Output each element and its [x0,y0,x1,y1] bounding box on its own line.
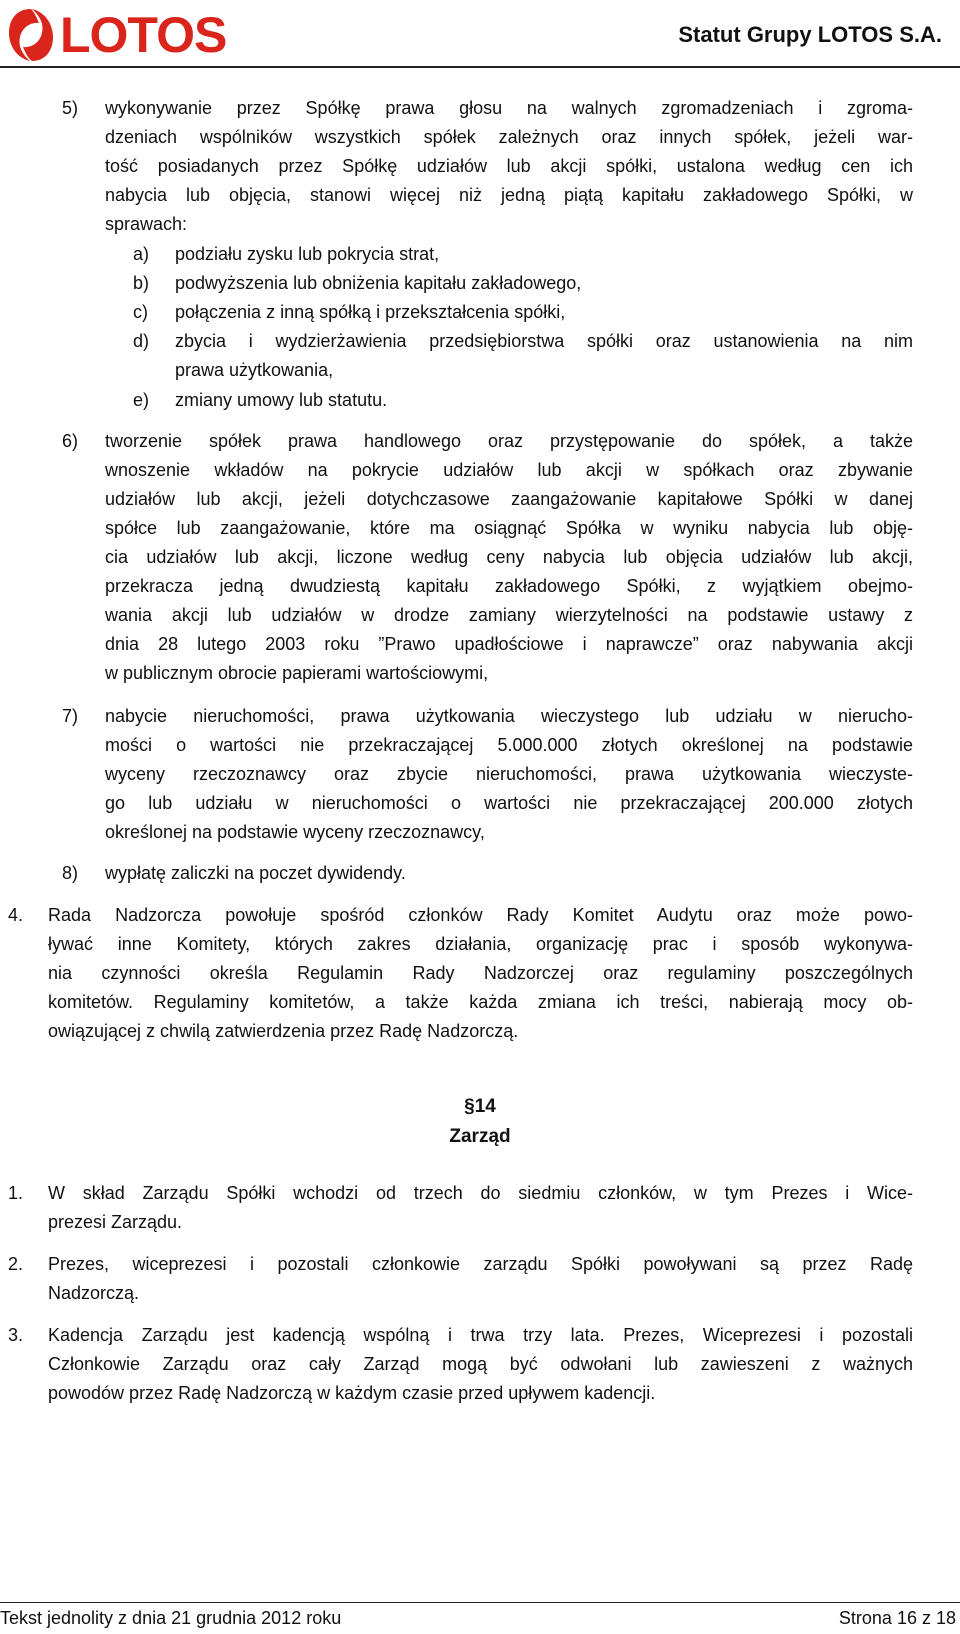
text-line: prezesi Zarządu. [48,1212,183,1232]
text-line: dnia 28 lutego 2003 roku ”Prawo upadłościowe i naprawcze” oraz nabywania akcji [105,634,913,654]
text-line: przekracza jedną dwudziestą kapitału zakładowego Spółki, z wyjątkiem obejmo- [105,576,913,596]
subitem-letter: e) [133,390,150,410]
subitem-text: zmiany umowy lub statutu. [175,390,388,410]
section-number [0,1096,960,1118]
text-line: tworzenie spółek prawa handlowego oraz przystępowanie do spółek, a także [105,431,913,451]
point-number: 4. [8,905,24,925]
section-title: Zarząd [449,1126,511,1147]
subitem-text: prawa użytkowania, [175,360,334,380]
text-line: wyceny rzeczoznawcy oraz zbycie nieruchomości, prawa użytkowania wieczyste- [105,764,913,784]
text-line: cia udziałów lub akcji, liczone według ceny nabycia lub objęcia udziałów lub akcji, [105,547,913,567]
point-number: 3. [8,1325,24,1345]
subitem-text: podziału zysku lub pokrycia strat, [175,244,440,264]
lotos-logo [6,4,226,66]
text-line: Nadzorczą. [48,1283,140,1303]
text-line: komitetów. Regulaminy komitetów, a także każda zmiana ich treści, nabierają mocy ob- [48,992,913,1012]
text-line: dzeniach wspólników wszystkich spółek zależnych oraz innych spółek, jeżeli war- [105,127,913,147]
text-line: w publicznym obrocie papierami wartościowymi, [105,663,489,683]
text-line: mości o wartości nie przekraczającej 5.000.000 złotych określonej na podstawie [105,735,913,755]
text-line: sprawach: [105,214,188,234]
text-line: Prezes, wiceprezesi i pozostali członkowie zarządu Spółki powoływani są przez Radę [48,1254,913,1274]
paragraph-symbol: § [464,1096,475,1117]
text-line: wnoszenie wkładów na pokrycie udziałów lub akcji w spółkach oraz zbywanie [105,460,913,480]
text-line: Rada Nadzorcza powołuje spośród członków Rady Komitet Audytu oraz może powo- [48,905,913,925]
text-line: udziałów lub akcji, jeżeli dotychczasowe zaangażowanie kapitałowe Spółki w danej [105,489,913,509]
subitem-letter: d) [133,331,150,351]
text-line: nabycia lub objęcia, stanowi więcej niż jedną piątą kapitału zakładowego Spółki, w [105,185,913,205]
logo-wordmark: LOTOS [60,7,227,63]
text-line: nia czynności określa Regulamin Rady Nadzorczej oraz regulaminy poszczególnych [48,963,913,983]
text-line: wykonywanie przez Spółkę prawa głosu na walnych zgromadzeniach i zgroma- [105,98,913,118]
text-line: nabycie nieruchomości, prawa użytkowania wieczystego lub udziału w nierucho- [105,706,913,726]
section-number-value: 14 [474,1096,496,1117]
subitem-text: zbycia i wydzierżawienia przedsiębiorstwa spółki oraz ustanowienia na nim [175,331,913,351]
page-header [0,0,960,70]
subitem-letter: c) [133,302,148,322]
text-line: Członkowie Zarządu oraz cały Zarząd mogą być odwołani lub zawieszeni z ważnych [48,1354,913,1374]
subitem-text: podwyższenia lub obniżenia kapitału zakładowego, [175,273,582,293]
item-number: 7) [62,706,79,726]
point-number: 1. [8,1183,24,1203]
subitem-letter: b) [133,273,150,293]
header-divider [0,66,960,68]
document-title: Statut Grupy LOTOS S.A. [678,22,942,47]
item-number: 8) [62,863,79,883]
text-line: spółce lub zaangażowanie, które ma osiągnąć Spółka w wyniku nabycia lub obję- [105,518,913,538]
text-line: tość posiadanych przez Spółkę udziałów lub akcji spółki, ustalona według cen ich [105,156,913,176]
text-line: ływać inne Komitety, których zakres działania, organizację prac i sposób wykonywa- [48,934,913,954]
page-number: Strona 16 z 18 [838,1608,956,1628]
text-line: W skład Zarządu Spółki wchodzi od trzech do siedmiu członków, w tym Prezes i Wice- [48,1183,913,1203]
text-line: wania akcji lub udziałów w drodze zamiany wierzytelności na podstawie ustawy z [105,605,913,625]
point-number: 2. [8,1254,24,1274]
footer-text: Tekst jednolity z dnia 21 grudnia 2012 roku [0,1608,342,1628]
footer-divider [0,1602,960,1603]
text-line: określonej na podstawie wyceny rzeczoznawcy, [105,822,485,842]
text-line: owiązującej z chwilą zatwierdzenia przez Radę Nadzorczą. [48,1021,519,1041]
item-number: 6) [62,431,79,451]
text-line: Kadencja Zarządu jest kadencją wspólną i trwa trzy lata. Prezes, Wiceprezesi i pozostali [48,1325,913,1345]
text-line: powodów przez Radę Nadzorczą w każdym czasie przed upływem kadencji. [48,1383,656,1403]
text-line: wypłatę zaliczki na poczet dywidendy. [105,863,406,883]
lotos-emblem-icon [6,6,56,64]
subitem-text: połączenia z inną spółką i przekształcenia spółki, [175,302,566,322]
text-line: go lub udziału w nieruchomości o wartości nie przekraczającej 200.000 złotych [105,793,913,813]
subitem-letter: a) [133,244,150,264]
item-number: 5) [62,98,79,118]
